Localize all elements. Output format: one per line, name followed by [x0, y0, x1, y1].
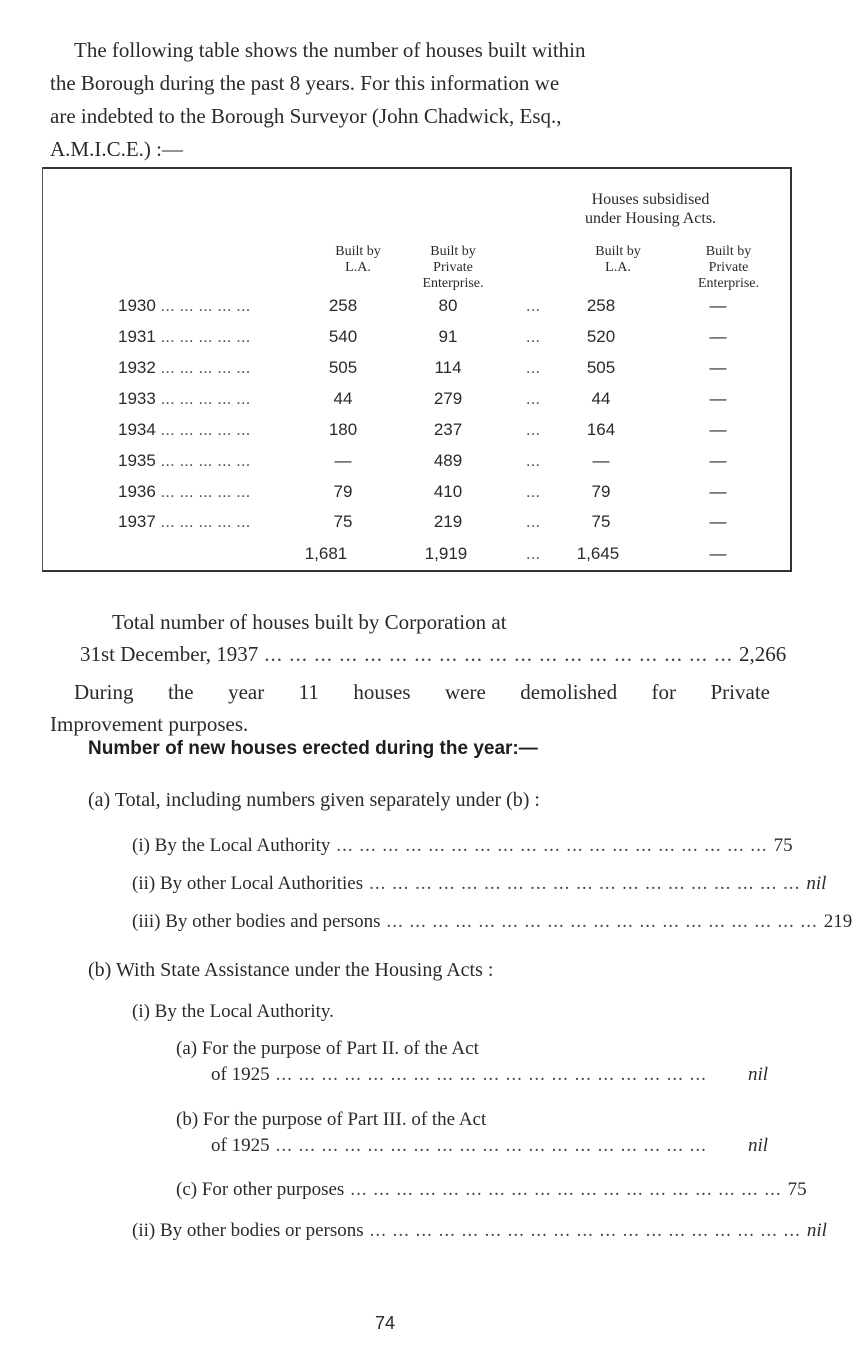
group-header-line: under Housing Acts.: [584, 210, 717, 227]
year-cell: 1933 ... ... ... ... ...: [118, 389, 251, 408]
sub-private-cell: —: [709, 451, 727, 470]
b-sub-b-label: of 1925: [211, 1135, 270, 1156]
table-row: [43, 358, 790, 388]
col-header-line: Built by: [430, 244, 476, 259]
b-sub-c: [176, 1178, 807, 1202]
b-ii-value: nil: [806, 1220, 827, 1241]
intro-paragraph: [50, 34, 770, 166]
row-dots: ...: [525, 544, 541, 563]
col-header-sub-private: [671, 244, 786, 292]
a-item-label: (ii) By other Local Authorities: [132, 873, 364, 894]
total-built-block: [50, 606, 787, 670]
sub-la-cell: 520: [586, 327, 616, 346]
sub-la-cell: —: [592, 451, 610, 470]
year-cell: 1930 ... ... ... ... ...: [118, 296, 251, 315]
b-i-label: (i) By the Local Authority.: [132, 1001, 334, 1022]
col-header-private: [393, 244, 513, 292]
sub-private-cell: —: [709, 512, 727, 531]
leader-dots: ... ... ... ... ... ... ... ... ... ... ... ... ... ... ... ... ... ... ...: [275, 1135, 707, 1156]
sub-la-cell: 164: [586, 420, 616, 439]
year-cell: 1931 ... ... ... ... ...: [118, 327, 251, 346]
sub-private-cell: —: [709, 327, 727, 346]
section-a-label: (a) Total, including numbers given separately under (b) :: [88, 789, 540, 811]
year-cell: 1937 ... ... ... ... ...: [118, 512, 251, 531]
year-cell: 1932 ... ... ... ... ...: [118, 358, 251, 377]
col-header-line: Built by: [705, 244, 752, 259]
table-row: [43, 420, 790, 450]
b-sub-a: [211, 1063, 768, 1087]
total-private: 1,919: [424, 544, 468, 563]
intro-line: A.M.I.C.E.) :—: [50, 137, 183, 161]
section-b-label: (b) With State Assistance under the Housing Acts :: [88, 959, 494, 981]
total-la: 1,681: [304, 544, 348, 563]
year-cell: 1934 ... ... ... ... ...: [118, 420, 251, 439]
sub-la-cell: 75: [591, 512, 611, 531]
total-built-line1: Total number of houses built by Corporation at: [112, 610, 507, 634]
col-header-line: Built by: [595, 244, 641, 259]
col-header-line: Private: [433, 260, 473, 275]
leader-dots: ... ... ... ... ... ... ... ... ... ... ... ... ... ... ... ... ... ... ...: [336, 835, 768, 856]
group-header: [508, 190, 793, 228]
leader-dots: ... ... ... ... ... ... ... ... ... ... ... ... ... ... ... ... ... ... ...: [275, 1064, 707, 1085]
private-cell: 80: [438, 296, 458, 315]
row-dots: ...: [525, 512, 541, 531]
la-cell: 540: [328, 327, 358, 346]
a-item-value: 219: [823, 911, 852, 932]
leader-dots: ... ... ... ... ... ... ... ... ... ... ... ... ... ... ... ... ... ... ...: [386, 911, 818, 932]
total-built-value: 2,266: [738, 642, 787, 666]
group-header-line: Houses subsidised: [591, 191, 710, 208]
b-sub-a-label: of 1925: [211, 1064, 270, 1085]
sub-private-cell: —: [709, 296, 727, 315]
row-dots: ...: [525, 327, 541, 346]
private-cell: 237: [433, 420, 463, 439]
private-cell: 489: [433, 451, 463, 470]
sub-private-cell: —: [709, 358, 727, 377]
private-cell: 114: [434, 358, 462, 377]
row-dots: ...: [525, 296, 541, 315]
sub-la-cell: 44: [591, 389, 611, 408]
table-row: [43, 451, 790, 481]
la-cell: 79: [333, 482, 353, 501]
la-cell: 75: [333, 512, 353, 531]
table-row: [43, 512, 790, 542]
demolished-line: During the year 11 houses were demolished for Private: [74, 680, 770, 704]
a-item-value: 75: [773, 835, 793, 856]
demolished-paragraph: [50, 676, 770, 740]
row-dots: ...: [525, 389, 541, 408]
erected-heading: Number of new houses erected during the year:—: [88, 738, 538, 759]
a-item-label: (i) By the Local Authority: [132, 835, 331, 856]
private-cell: 410: [433, 482, 463, 501]
b-sub-b: [211, 1134, 768, 1158]
sub-la-cell: 258: [586, 296, 616, 315]
leader-dots: ... ... ... ... ... ... ... ... ... ... ... ... ... ... ... ... ... ... ...: [369, 873, 801, 894]
row-dots: ...: [525, 451, 541, 470]
b-sub-b-value: nil: [747, 1135, 768, 1156]
table-row: [43, 296, 790, 326]
intro-line: are indebted to the Borough Surveyor (John Chadwick, Esq.,: [50, 104, 562, 128]
col-header-line: Private: [708, 260, 749, 275]
leader-dots: ... ... ... ... ... ... ... ... ... ... ... ... ... ... ... ... ... ... ...: [350, 1179, 782, 1200]
totals-row: [43, 544, 790, 574]
sub-private-cell: —: [709, 420, 727, 439]
col-header-line: Enterprise.: [422, 276, 484, 291]
total-built-label: 31st December, 1937: [80, 642, 259, 666]
la-cell: 258: [328, 296, 358, 315]
row-dots: ...: [525, 358, 541, 377]
col-header-sub-la: [573, 244, 663, 276]
total-built-line2: [50, 638, 787, 670]
b-sub-c-label: (c) For other purposes: [176, 1179, 345, 1200]
intro-line: the Borough during the past 8 years. For this information we: [50, 71, 560, 95]
leader-dots: ... ... ... ... ... ... ... ... ... ... ... ... ... ... ... ... ... ... ...: [369, 1220, 801, 1241]
col-header-line: Built by: [335, 244, 381, 259]
b-sub-b-line1: (b) For the purpose of Part III. of the Act: [176, 1109, 487, 1130]
a-item: [132, 834, 793, 858]
total-sub-private: —: [709, 544, 727, 563]
a-item: [132, 910, 852, 934]
intro-line: The following table shows the number of houses built within: [74, 38, 586, 62]
sub-la-cell: 505: [586, 358, 616, 377]
houses-built-table: [42, 167, 792, 572]
sub-private-cell: —: [709, 482, 727, 501]
leader-dots: ... ... ... ... ... ... ... ... ... ... ... ... ... ... ... ... ... ... ...: [264, 642, 733, 666]
page-number: 74: [375, 1313, 396, 1333]
sub-la-cell: 79: [591, 482, 611, 501]
demolished-line: Improvement purposes.: [50, 712, 249, 736]
la-cell: 505: [328, 358, 358, 377]
year-cell: 1936 ... ... ... ... ...: [118, 482, 251, 501]
table-row: [43, 327, 790, 357]
a-item-label: (iii) By other bodies and persons: [132, 911, 381, 932]
b-sub-a-line1: (a) For the purpose of Part II. of the Act: [176, 1038, 479, 1059]
a-item-value: nil: [806, 873, 827, 894]
b-sub-c-value: 75: [787, 1179, 807, 1200]
row-dots: ...: [525, 420, 541, 439]
private-cell: 279: [433, 389, 463, 408]
year-cell: 1935 ... ... ... ... ...: [118, 451, 251, 470]
col-header-line: Enterprise.: [697, 276, 760, 291]
sub-private-cell: —: [709, 389, 727, 408]
b-ii-label: (ii) By other bodies or persons: [132, 1220, 364, 1241]
b-sub-a-value: nil: [747, 1064, 768, 1085]
col-header-line: L.A.: [345, 260, 371, 275]
a-item: [132, 872, 827, 896]
private-cell: 219: [433, 512, 463, 531]
b-ii: [132, 1219, 827, 1243]
la-cell: —: [334, 451, 352, 470]
table-row: [43, 482, 790, 512]
col-header-line: L.A.: [605, 260, 631, 275]
la-cell: 180: [328, 420, 358, 439]
row-dots: ...: [525, 482, 541, 501]
total-sub-la: 1,645: [576, 544, 620, 563]
private-cell: 91: [438, 327, 458, 346]
la-cell: 44: [333, 389, 353, 408]
table-row: [43, 389, 790, 419]
